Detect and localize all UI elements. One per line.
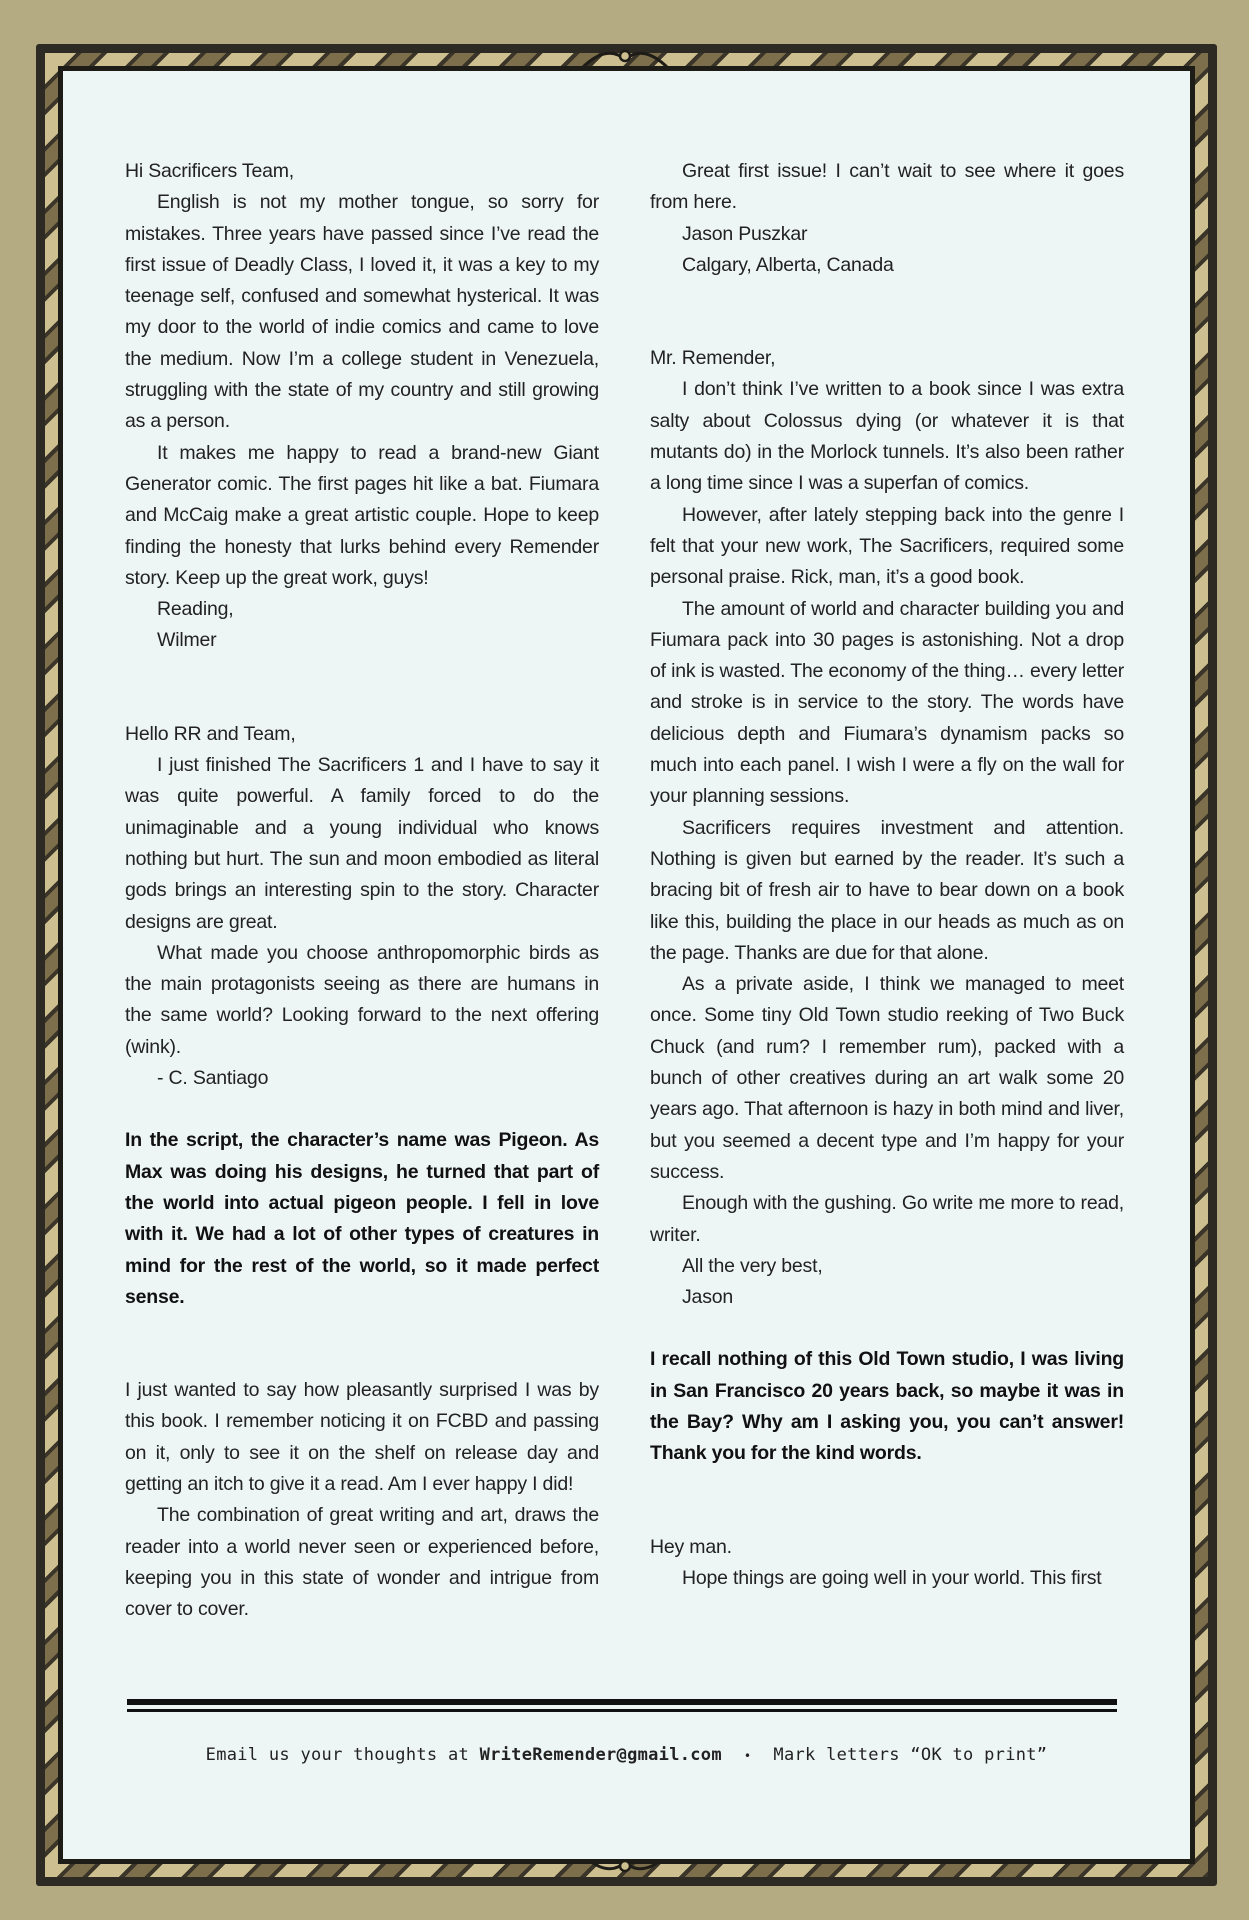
letter3-author: Jason Puszkar <box>682 222 808 245</box>
reply-to-letter4: I recall nothing of this Old Town studio, I was living in San Francisco 20 years back, so maybe it was in the Bay? Why am I asking you, you can’t answer! Thank you for the kind words. <box>650 1348 1124 1465</box>
footer-separator: • <box>743 1749 752 1763</box>
letter2-greeting: Hello RR and Team, <box>125 722 296 745</box>
letter1-author: Wilmer <box>157 629 217 652</box>
right-column <box>650 156 1124 1594</box>
letter4-paragraph-2: However, after lately stepping back into the genre I felt that your new work, The Sacrificers, required some personal praise. Rick, man, it’s a good book. <box>650 503 1124 589</box>
letter4-paragraph-6: Enough with the gushing. Go write me more to read, writer. <box>650 1192 1124 1246</box>
letter5-greeting: Hey man. <box>650 1535 732 1558</box>
footer <box>63 1745 1190 1765</box>
letter4-paragraph-1: I don’t think I’ve written to a book since I was extra salty about Colossus dying (or whatever it is that mutants do) in the Morlock tunnels. It’s also been rather a long time since I was a superfan of comics. <box>650 378 1124 495</box>
letter1-paragraph-2: It makes me happy to read a brand-new Giant Generator comic. The first pages hit like a bat. Fiumara and McCaig make a great artistic couple. Hope to keep finding the honesty that lurks behind every Remender story. Keep up the great work, guys! <box>125 441 599 589</box>
letter5-paragraph-1: Hope things are going well in your world. This first <box>682 1566 1102 1589</box>
letter4-greeting: Mr. Remender, <box>650 347 776 370</box>
letter3-paragraph-1: I just wanted to say how pleasantly surprised I was by this book. I remember noticing it on FCBD and passing on it, only to see it on the shelf on release day and getting an itch to give it a read. Am I ever happy I did! <box>125 1379 599 1495</box>
left-column <box>125 156 599 1625</box>
letter4-signoff: All the very best, <box>682 1254 823 1277</box>
footer-rule-thin <box>127 1709 1117 1712</box>
letter4-author: Jason <box>682 1286 734 1309</box>
letter4-paragraph-3: The amount of world and character building you and Fiumara pack into 30 pages is astonishing. Not a drop of ink is wasted. The economy of the thing… every letter and stroke is in service to the story. The words have delicious depth and Fiumara’s dynamism packs so much into each panel. I wish I were a fly on the wall for your planning sessions. <box>650 597 1125 808</box>
letter2-paragraph-2: What made you choose anthropomorphic birds as the main protagonists seeing as there are humans in the same world? Looking forward to the next offering (wink). <box>125 941 599 1058</box>
letter3-paragraph-3: Great first issue! I can’t wait to see where it goes from here. <box>650 160 1124 214</box>
footer-prefix: Email us your thoughts at <box>205 1745 480 1765</box>
letter4-paragraph-4: Sacrificers requires investment and attention. Nothing is given but earned by the reader. It’s such a bracing bit of fresh air to have to bear down on a book like this, building the place in our heads as much as on the page. Thanks are due for that alone. <box>650 816 1124 964</box>
footer-rule-thick <box>127 1699 1117 1705</box>
top-ornament-icon <box>580 48 670 70</box>
letter4-paragraph-5: As a private aside, I think we managed to meet once. Some tiny Old Town studio reeking of Two Buck Chuck (and rum? I remember rum), packed with a bunch of other creatives during an art walk some 20 years ago. That afternoon is hazy in both mind and liver, but you seemed a decent type and I’m happy for your success. <box>650 973 1124 1183</box>
letter2-paragraph-1: I just finished The Sacrificers 1 and I have to say it was quite powerful. A family forced to do the unimaginable and a young individual who knows nothing but hurt. The sun and moon embodied as literal gods brings an interesting spin to the story. Character designs are great. <box>125 754 599 933</box>
letter2-author: - C. Santiago <box>157 1067 269 1090</box>
reply-to-letter2: In the script, the character’s name was Pigeon. As Max was doing his designs, he turned that part of the world into actual pigeon people. I fell in love with it. We had a lot of other types of creatures in mind for the rest of the world, so it made perfect sense. <box>125 1129 599 1308</box>
footer-email-link[interactable]: WriteRemender@gmail.com <box>479 1745 722 1765</box>
footer-note: Mark letters “OK to print” <box>773 1745 1048 1765</box>
letter1-greeting: Hi Sacrificers Team, <box>125 160 295 182</box>
letter3-location: Calgary, Alberta, Canada <box>682 253 894 276</box>
letter1-signoff: Reading, <box>157 598 234 621</box>
letter1-paragraph-1: English is not my mother tongue, so sorry for mistakes. Three years have passed since I’ve read the first issue of Deadly Class, I loved it, it was a key to my teenage self, confused and somewhat hysterical. It was my door to the world of indie comics and came to love the medium. Now I’m a college student in Venezuela, struggling with the state of my country and still growing as a person. <box>125 191 599 433</box>
letter3-paragraph-2: The combination of great writing and art, draws the reader into a world never seen or experienced before, keeping you in this state of wonder and intrigue from cover to cover. <box>125 1504 599 1621</box>
